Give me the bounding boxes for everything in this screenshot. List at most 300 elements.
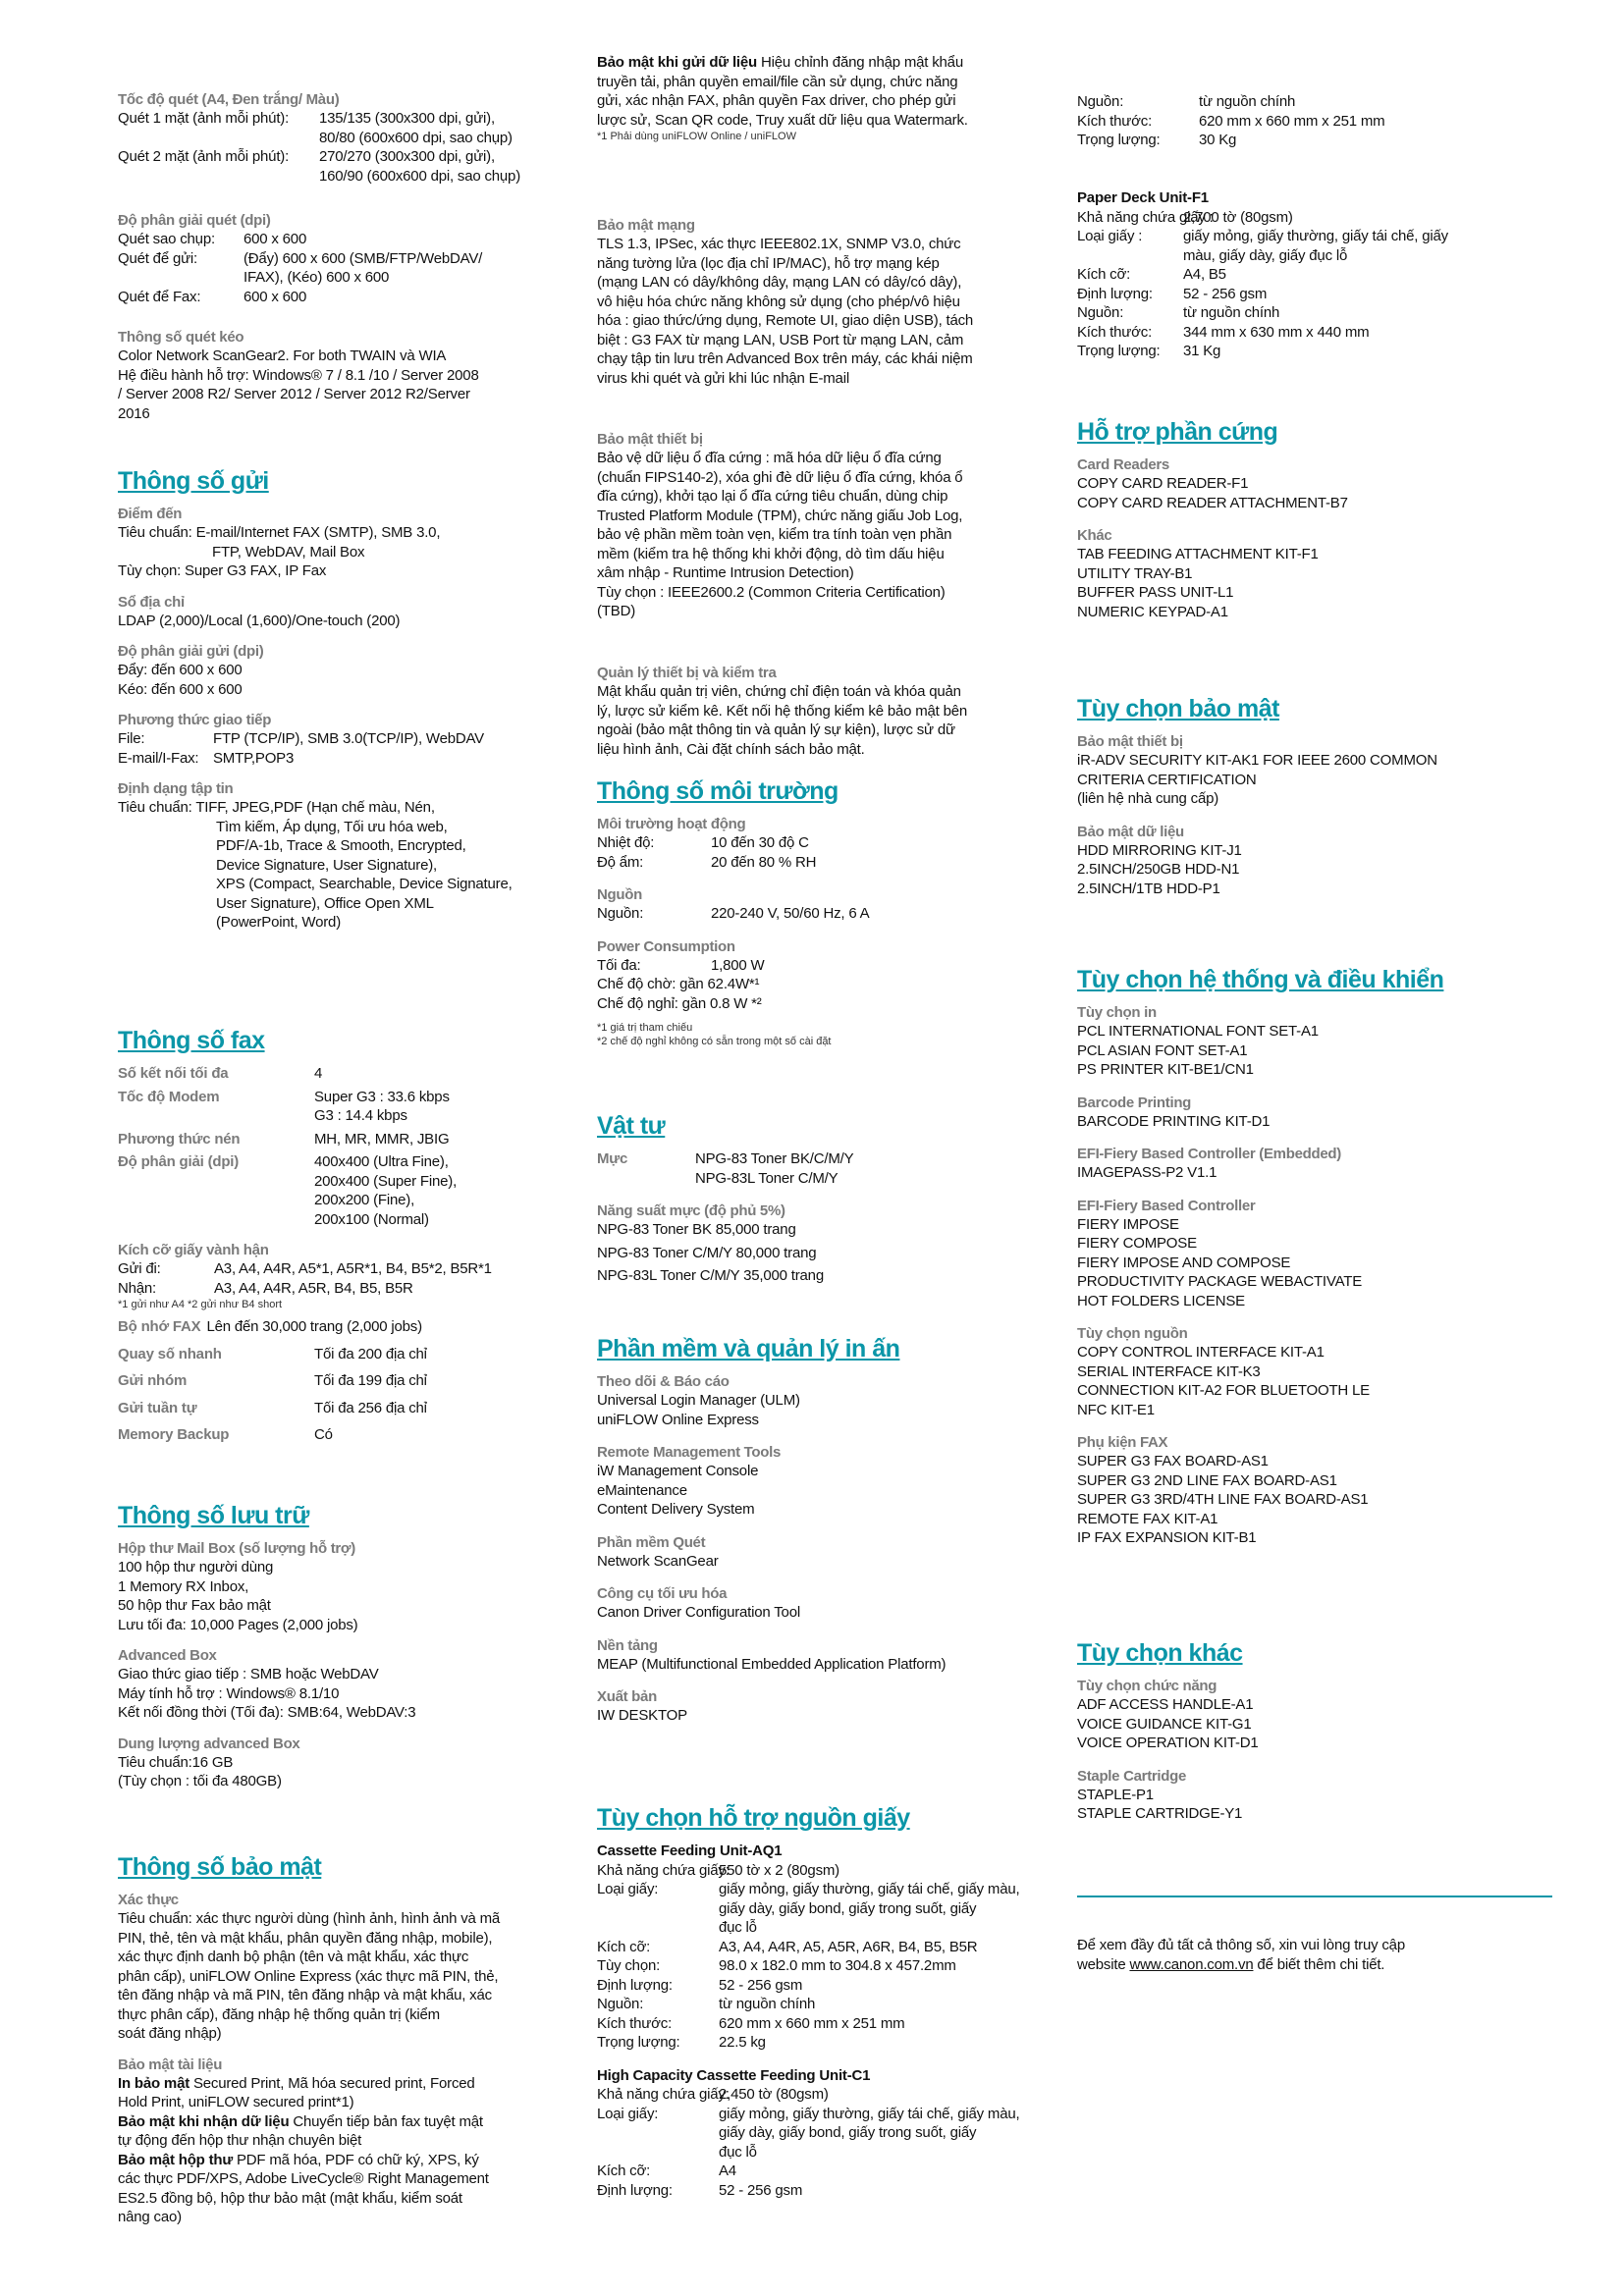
section-heading: Vật tư: [597, 1112, 666, 1140]
spec-value: từ nguồn chính: [719, 1996, 816, 2012]
text-line: Kéo: đến 600 x 600: [118, 680, 243, 698]
text-line: biệt : G3 FAX từ mạng LAN, USB Port từ mạng LAN, cảm: [597, 331, 964, 348]
text-line: STAPLE CARTRIDGE-Y1: [1077, 1805, 1243, 1822]
spec-value: 80/80 (600x600 dpi, sao chụp): [319, 129, 513, 146]
bold-label: Bảo mật khi nhận dữ liệu: [118, 2112, 290, 2130]
spec-label: [118, 1106, 314, 1126]
text-line: Kết nối đồng thời (Tối đa): SMB:64, WebDAV:3: [118, 1704, 416, 1721]
spec-label: Nguồn:: [1077, 93, 1124, 110]
text-line: TLS 1.3, IPSec, xác thực IEEE802.1X, SNMP V3.0, chức: [597, 236, 961, 252]
spec-value: Tối đa 199 địa chỉ: [314, 1372, 427, 1389]
spec-value: Có: [314, 1426, 333, 1443]
text-span: để biết thêm chi tiết.: [1253, 1955, 1385, 1973]
spec-row: [118, 1279, 569, 1299]
spec-row: [118, 1088, 569, 1107]
spec-value: giấy dày, giấy bond, giấy trong suốt, giấy: [719, 2124, 977, 2141]
spec-value: Tối đa 200 địa chỉ: [314, 1345, 427, 1362]
text-line: uniFLOW Online Express: [597, 1411, 759, 1428]
text-line: BUFFER PASS UNIT-L1: [1077, 584, 1234, 601]
spec-label: Kích cỡ:: [597, 1938, 651, 1955]
text-line: vô hiệu hóa chức năng không sử dụng (cho phép/vô hiệu: [597, 293, 960, 310]
spec-label: Bộ nhớ FAX: [118, 1318, 201, 1335]
subheading: Sổ địa chỉ: [118, 593, 185, 611]
spec-value: 600 x 600: [243, 231, 307, 247]
text-line: [118, 2093, 569, 2112]
spec-label: [118, 268, 243, 288]
spec-value: 600 x 600: [243, 288, 307, 305]
security-section: [118, 1853, 569, 2227]
text-line: NPG-83L Toner C/M/Y 35,000 trang: [597, 1267, 824, 1284]
text-line: (Tùy chọn : tối đa 480GB): [118, 1773, 282, 1789]
spec-label: Quét 1 mặt (ảnh mỗi phút):: [118, 110, 290, 127]
ink-row: [597, 1149, 1049, 1188]
subheading: Nguồn: [597, 886, 642, 903]
text-line: [118, 2074, 569, 2094]
text-span: Hold Print, uniFLOW secured print*1): [118, 2094, 354, 2110]
text-line: Chế độ nghỉ: gần 0.8 W *²: [597, 994, 762, 1012]
text-line: [597, 73, 1049, 92]
spec-value: 52 - 256 gsm: [719, 2181, 803, 2199]
subheading: Bảo mật thiết bị: [597, 431, 703, 448]
spec-label: Gửi tuần tự: [118, 1399, 197, 1416]
text-line: NUMERIC KEYPAD-A1: [1077, 603, 1228, 620]
section-heading: Tùy chọn bảo mật: [1077, 695, 1279, 722]
text-line: [597, 91, 1049, 111]
subheading: Paper Deck Unit-F1: [1077, 189, 1209, 206]
text-line: COPY CONTROL INTERFACE KIT-A1: [1077, 1344, 1325, 1361]
spec-value: A3, A4, A4R, A5*1, A5R*1, B4, B5*2, B5R*1: [214, 1260, 492, 1277]
text-line: 1 Memory RX Inbox,: [118, 1577, 249, 1595]
spec-row: [118, 729, 569, 749]
text-line: VOICE GUIDANCE KIT-G1: [1077, 1715, 1252, 1733]
text-line: SERIAL INTERFACE KIT-K3: [1077, 1362, 1261, 1380]
text-line: eMaintenance: [597, 1481, 687, 1499]
text-line: [118, 2189, 569, 2209]
text-line: IW DESKTOP: [597, 1707, 687, 1724]
spec-value: Lên đến 30,000 trang (2,000 jobs): [206, 1318, 422, 1335]
spec-row: [1077, 323, 1548, 343]
text-span: PDF mã hóa, PDF có chữ ký, XPS, ký: [233, 2151, 479, 2168]
spec-value: 270/270 (300x300 dpi, gửi),: [319, 148, 495, 165]
text-line: thực phân cấp), đăng nhập hệ thống quản trị (kiểm: [118, 2005, 440, 2023]
section-heading: Thông số bảo mật: [118, 1853, 322, 1881]
spec-label: Trọng lượng:: [1077, 132, 1161, 148]
spec-label: Quay số nhanh: [118, 1345, 222, 1362]
text-line: bảo vệ phần mềm toàn vẹn, kiểm tra tính toàn vẹn phần: [597, 526, 952, 543]
text-line: PDF/A-1b, Trace & Smooth, Encrypted,: [216, 837, 466, 854]
text-line: Canon Driver Configuration Tool: [597, 1604, 800, 1621]
spec-value: 550 tờ x 2 (80gsm): [719, 1861, 839, 1879]
spec-label: Mực: [597, 1150, 628, 1167]
website-link[interactable]: www.canon.com.vn: [1129, 1955, 1254, 1973]
section-heading: Hỗ trợ phần cứng: [1077, 418, 1278, 446]
spec-value: A3, A4, A4R, A5R, B4, B5, B5R: [214, 1279, 413, 1297]
spec-row: [597, 2181, 1049, 2201]
text-line: năng tường lửa (lọc địa chỉ IP/MAC), hỗ trợ mạng kép: [597, 254, 940, 272]
security-options-section: [1077, 695, 1548, 898]
footer-note: [1077, 1936, 1548, 1974]
spec-label: [118, 1191, 314, 1210]
footer-divider: [1077, 1896, 1552, 1897]
text-span: Secured Print, Mã hóa secured print, Forced: [189, 2074, 475, 2092]
subheading: Xác thực: [118, 1892, 179, 1908]
text-span: ES2.5 đồng bộ, hộp thư bảo mật (mật khẩu, kiểm soát: [118, 2189, 462, 2207]
text-line: Device Signature, User Signature),: [216, 856, 437, 874]
spec-row: [1077, 131, 1548, 150]
spec-row: [1077, 265, 1548, 285]
fax-section: [118, 1027, 569, 1445]
text-line: Tiêu chuẩn: xác thực người dùng (hình ảnh, hình ảnh và mã: [118, 1910, 501, 1927]
text-line: virus khi quét và gửi khi lúc nhận E-mail: [597, 369, 849, 387]
spec-value: 620 mm x 660 mm x 251 mm: [719, 2014, 905, 2032]
text-line: NPG-83 Toner C/M/Y 80,000 trang: [597, 1244, 817, 1261]
text-line: Tùy chọn : IEEE2600.2 (Common Criteria Certification): [597, 583, 946, 601]
spec-value: [695, 1149, 853, 1188]
text-line: HOT FOLDERS LICENSE: [1077, 1292, 1245, 1309]
text-line: MEAP (Multifunctional Embedded Application Platform): [597, 1655, 947, 1673]
spec-value: từ nguồn chính: [1183, 304, 1280, 321]
spec-row: [118, 1172, 569, 1192]
text-line: [597, 111, 1049, 131]
text-span: tự động đến hộp thư nhận chuyên biệt: [118, 2132, 362, 2149]
text-line: phân cấp), uniFLOW Online Express (xác thực mã PIN, thẻ,: [118, 1967, 499, 1985]
spec-value: A4, B5: [1183, 266, 1226, 283]
scan-speed-block: [118, 90, 569, 186]
text-line: Tiêu chuẩn: E-mail/Internet FAX (SMTP), SMB 3.0,: [118, 524, 441, 541]
subheading: Năng suất mực (độ phủ 5%): [597, 1202, 785, 1219]
subheading: Bảo mật tài liệu: [118, 2056, 223, 2073]
spec-row: [597, 1880, 1049, 1899]
text-line: SUPER G3 2ND LINE FAX BOARD-AS1: [1077, 1471, 1337, 1489]
spec-value: 160/90 (600x600 dpi, sao chụp): [319, 167, 520, 185]
subheading: EFI-Fiery Based Controller: [1077, 1197, 1256, 1214]
spec-label: Nguồn:: [1077, 304, 1124, 321]
text-line: [118, 2112, 569, 2132]
spec-row: [597, 1938, 1049, 1957]
spec-label: Định lượng:: [597, 2181, 673, 2199]
subheading: Độ phân giải quét (dpi): [118, 212, 271, 229]
text-line: XPS (Compact, Searchable, Device Signature,: [216, 876, 513, 892]
text-line: Mật khẩu quản trị viên, chứng chỉ điện toán và khóa quản: [597, 683, 961, 700]
spec-value: 200x100 (Normal): [314, 1210, 429, 1228]
section-heading: Thông số fax: [118, 1027, 265, 1054]
subheading: Tùy chọn nguồn: [1077, 1325, 1188, 1342]
spec-row: [597, 1956, 1049, 1976]
spec-value: 10 đến 30 độ C: [711, 834, 809, 851]
spec-row: [1077, 342, 1548, 361]
text-line: Tùy chọn: Super G3 FAX, IP Fax: [118, 562, 327, 579]
spec-label: Quét để gửi:: [118, 249, 198, 267]
spec-row: [1077, 285, 1548, 304]
bold-label: Bảo mật hộp thư: [118, 2151, 234, 2168]
spec-row: [597, 1918, 1049, 1938]
text-line: Content Delivery System: [597, 1501, 755, 1518]
spec-row: [118, 1371, 569, 1391]
text-line: [118, 2169, 569, 2189]
text-line: [118, 2131, 569, 2151]
spec-row: [597, 1861, 1049, 1881]
footnote: *1 Phải dùng uniFLOW Online / uniFLOW: [597, 131, 796, 142]
spec-label: Quét 2 mặt (ảnh mỗi phút):: [118, 148, 290, 165]
spec-row: [597, 2143, 1049, 2163]
spec-label: [1077, 246, 1183, 266]
subheading: Thông số quét kéo: [118, 329, 244, 346]
spec-value: G3 : 14.4 kbps: [314, 1107, 407, 1124]
spec-label: [597, 1899, 719, 1919]
spec-label: Loại giấy:: [597, 1881, 659, 1897]
spec-row: [118, 1106, 569, 1126]
spec-value: màu, giấy dày, giấy đục lỗ: [1183, 246, 1348, 264]
spec-row: [597, 2123, 1049, 2143]
spec-value: 98.0 x 182.0 mm to 304.8 x 457.2mm: [719, 1957, 956, 1974]
text-line: 2016: [118, 404, 150, 422]
text-line: hóa : giao thức/ứng dụng, Remote UI, giao diện USB), tách: [597, 312, 974, 329]
text-line: Đẩy: đến 600 x 600: [118, 662, 243, 678]
spec-value: A4: [719, 2163, 736, 2179]
spec-row: [597, 2105, 1049, 2124]
spec-value: giấy dày, giấy bond, giấy trong suốt, giấy: [719, 1899, 977, 1917]
text-span: các thực PDF/XPS, Adobe LiveCycle® Right Management: [118, 2170, 489, 2187]
text-line: liệu hình ảnh, Cài đặt chính sách bảo mật.: [597, 740, 865, 758]
text-line: VOICE OPERATION KIT-D1: [1077, 1735, 1259, 1751]
spec-label: [597, 1918, 719, 1938]
spec-label: Loại giấy :: [1077, 228, 1143, 244]
text-line: Tìm kiếm, Áp dụng, Tối ưu hóa web,: [216, 818, 448, 835]
spec-label: Định lượng:: [597, 1976, 673, 1994]
text-line: 100 hộp thư người dùng: [118, 1559, 274, 1575]
spec-row: [118, 147, 569, 167]
text-line: mềm (kiểm tra hệ thống khi khởi động, dò tìm dấu hiệu: [597, 545, 945, 562]
text-line: COPY CARD READER-F1: [1077, 475, 1249, 492]
storage-section: [118, 1502, 569, 1791]
spec-label: Khả năng chứa giấy:: [597, 2086, 730, 2103]
spec-row: [118, 1191, 569, 1210]
text-line: UTILITY TRAY-B1: [1077, 564, 1193, 582]
text-line: PCL INTERNATIONAL FONT SET-A1: [1077, 1023, 1319, 1040]
network-security-block: [597, 216, 1049, 388]
text-line: *2 chế độ nghỉ không có sẵn trong một số cài đặt: [597, 1036, 832, 1047]
spec-value: FTP (TCP/IP), SMB 3.0(TCP/IP), WebDAV: [213, 730, 484, 747]
section-heading: Phần mềm và quản lý in ấn: [597, 1335, 900, 1362]
text-span: Chuyển tiếp bản fax tuyệt mật: [289, 2112, 483, 2130]
spec-label: Tốc độ Modem: [118, 1088, 220, 1105]
spec-row: [118, 268, 569, 288]
paper-deck-block: [1077, 188, 1548, 361]
text-line: tên đăng nhập và mã PIN, tên đăng nhập và mật khẩu, xác: [118, 1987, 492, 2003]
spec-value: 200x200 (Fine),: [314, 1192, 415, 1208]
text-line: ngoài (bảo mật thông tin và quản lý sự kiện), lược sử dữ: [597, 721, 955, 738]
text-span: truyền tải, phân quyền email/file cần sử dụng, chức năng: [597, 73, 958, 90]
spec-value: 1,800 W: [711, 956, 765, 974]
spec-label: Kích cỡ:: [1077, 266, 1131, 283]
spec-row: [597, 956, 1049, 976]
spec-label: Quét sao chụp:: [118, 231, 215, 247]
subheading: Tốc độ quét (A4, Đen trắng/ Màu): [118, 91, 340, 108]
spec-row: [118, 1345, 569, 1364]
device-security-block: [597, 430, 1049, 621]
spec-value: 135/135 (300x300 dpi, gửi),: [319, 110, 495, 127]
spec-label: [597, 2143, 719, 2163]
spec-label: Kích thước:: [1077, 112, 1153, 130]
subheading: Quản lý thiết bị và kiểm tra: [597, 665, 777, 681]
spec-row: [1077, 112, 1548, 132]
spec-value: từ nguồn chính: [1199, 93, 1296, 110]
subheading: Barcode Printing: [1077, 1094, 1192, 1111]
text-line: FIERY IMPOSE: [1077, 1215, 1179, 1233]
subheading: Bảo mật thiết bị: [1077, 733, 1183, 750]
fax-memory-row: [118, 1317, 569, 1337]
text-line: User Signature), Office Open XML: [216, 894, 434, 912]
spec-value: (Đẩy) 600 x 600 (SMB/FTP/WebDAV/: [243, 249, 483, 267]
spec-value: A3, A4, A4R, A5, A5R, A6R, B4, B5, B5R: [719, 1938, 978, 1955]
spec-value: 400x400 (Ultra Fine),: [314, 1153, 449, 1170]
subheading: Độ phân giải gửi (dpi): [118, 643, 264, 660]
spec-label: E-mail/I-Fax:: [118, 749, 199, 767]
spec-value: MH, MR, MMR, JBIG: [314, 1130, 450, 1148]
section-heading: Thông số môi trường: [597, 777, 839, 805]
spec-label: Nhận:: [118, 1279, 157, 1297]
spec-value: 52 - 256 gsm: [719, 1976, 803, 1994]
scan-resolution-block: [118, 211, 569, 306]
spec-row: [118, 1130, 569, 1149]
spec-row: [118, 230, 569, 249]
text-line: Tiêu chuẩn: TIFF, JPEG,PDF (Hạn chế màu, Nén,: [118, 799, 435, 816]
spec-label: Tối đa:: [597, 956, 641, 974]
spec-row: [597, 2162, 1049, 2181]
text-line: [118, 2151, 569, 2170]
section-heading: Tùy chọn hệ thống và điều khiển: [1077, 966, 1444, 993]
spec-row: [118, 109, 569, 129]
text-line: *1 giá trị tham chiếu: [597, 1022, 693, 1034]
spec-value: 30 Kg: [1199, 132, 1237, 148]
text-line: lý, lược sử kiểm kê. Kết nối hệ thống kiểm kê bảo mật bên: [597, 702, 968, 720]
subheading: Khác: [1077, 527, 1112, 544]
spec-label: [118, 1172, 314, 1192]
spec-row: [118, 1152, 569, 1172]
text-line: Bảo vệ dữ liệu ổ đĩa cứng : mã hóa dữ liệu ổ đĩa cứng: [597, 450, 942, 466]
text-line: BARCODE PRINTING KIT-D1: [1077, 1112, 1271, 1130]
spec-value: Super G3 : 33.6 kbps: [314, 1088, 450, 1105]
text-line: CONNECTION KIT-A2 FOR BLUETOOTH LE: [1077, 1382, 1370, 1399]
spec-label: Loại giấy:: [597, 2105, 659, 2122]
text-line: Tiêu chuẩn:16 GB: [118, 1753, 234, 1771]
section-heading: Tùy chọn hỗ trợ nguồn giấy: [597, 1804, 910, 1832]
spec-value: 2,700 tờ (80gsm): [1183, 208, 1293, 226]
system-options-section: [1077, 966, 1548, 1548]
section-heading: Thông số lưu trữ: [118, 1502, 309, 1529]
spec-label: Trọng lượng:: [1077, 343, 1161, 359]
bold-label: In bảo mật: [118, 2074, 190, 2092]
subheading: Dung lượng advanced Box: [118, 1735, 300, 1752]
text-line: NPG-83 Toner BK 85,000 trang: [597, 1221, 796, 1238]
spec-row: [118, 129, 569, 148]
text-span: Hiệu chỉnh đăng nhập mật khẩu: [756, 54, 963, 71]
spec-value: 2,450 tờ (80gsm): [719, 2086, 829, 2103]
subheading: Tùy chọn in: [1077, 1004, 1157, 1021]
spec-row: [1077, 246, 1548, 266]
text-line: ADF ACCESS HANDLE-A1: [1077, 1696, 1254, 1713]
spec-row: [597, 853, 1049, 873]
subheading: Môi trường hoạt động: [597, 816, 746, 832]
subheading: Nền tảng: [597, 1636, 658, 1654]
subheading: Card Readers: [1077, 456, 1169, 473]
environment-section: [597, 777, 1049, 1048]
send-section: [118, 467, 569, 933]
text-line: đĩa cứng), khởi tạo lại ổ đĩa cứng tiêu chuẩn, dùng chip: [597, 488, 948, 505]
text-line: SUPER G3 3RD/4TH LINE FAX BOARD-AS1: [1077, 1491, 1369, 1508]
spec-value: 620 mm x 660 mm x 251 mm: [1199, 112, 1385, 130]
text-line: (chuẩn FIPS140-2), xóa ghi đè dữ liệu ổ đĩa cứng, khóa ổ: [597, 468, 963, 486]
spec-value: giấy mỏng, giấy thường, giấy tái chế, giấy màu,: [719, 1881, 1020, 1897]
spec-value: 344 mm x 630 mm x 440 mm: [1183, 323, 1370, 341]
spec-label: [597, 2123, 719, 2143]
spec-value: Tối đa 256 địa chỉ: [314, 1399, 427, 1416]
spec-row: [597, 2014, 1049, 2034]
text-line: SUPER G3 FAX BOARD-AS1: [1077, 1453, 1269, 1469]
text-line: (mạng LAN có dây/không dây, mạng LAN có dây/có dây),: [597, 274, 962, 291]
subheading: Cassette Feeding Unit-AQ1: [597, 1842, 783, 1859]
text-line: Trusted Platform Module (TPM), chức năng giấu Job Log,: [597, 507, 963, 524]
text-line: [597, 53, 1049, 73]
spec-label: Nhiệt độ:: [597, 834, 655, 851]
text-line: Hệ điều hành hỗ trợ: Windows® 7 / 8.1 /10 / Server 2008: [118, 366, 479, 384]
text-line: Universal Login Manager (ULM): [597, 1392, 800, 1409]
text-line: IP FAX EXPANSION KIT-B1: [1077, 1529, 1257, 1546]
text-line: STAPLE-P1: [1077, 1786, 1154, 1803]
other-options-section: [1077, 1639, 1548, 1824]
subheading: Staple Cartridge: [1077, 1767, 1187, 1785]
text-line: Network ScanGear: [597, 1552, 719, 1570]
spec-row: [597, 2085, 1049, 2105]
text-line: PS PRINTER KIT-BE1/CN1: [1077, 1061, 1254, 1078]
spec-row: [597, 833, 1049, 853]
spec-row: [118, 1425, 569, 1445]
spec-row: [118, 1399, 569, 1418]
spec-label: Gửi đi:: [118, 1260, 161, 1277]
spec-label: Khả năng chứa giấy:: [597, 1861, 730, 1879]
text-line: IMAGEPASS-P2 V1.1: [1077, 1164, 1217, 1181]
text-span: website: [1077, 1955, 1130, 1973]
spec-row: [597, 1899, 1049, 1919]
spec-value: SMTP,POP3: [213, 749, 295, 767]
text-span: nâng cao): [118, 2209, 182, 2225]
spec-value: 22.5 kg: [719, 2034, 766, 2051]
paper-options-section: [597, 1804, 1049, 2200]
subheading: Theo dõi & Báo cáo: [597, 1373, 730, 1390]
text-line: NPG-83 Toner BK/C/M/Y: [695, 1150, 854, 1167]
footer-line: [1077, 1955, 1548, 1975]
subheading: Tùy chọn chức năng: [1077, 1678, 1217, 1694]
send-security-block: [597, 53, 1049, 143]
text-line: Chế độ chờ: gần 62.4W*¹: [597, 976, 760, 992]
subheading: Bảo mật dữ liệu: [1077, 823, 1184, 840]
spec-row: [1077, 303, 1548, 323]
text-line: / Server 2008 R2/ Server 2012 / Server 2012 R2/Server: [118, 386, 470, 402]
text-line: iR-ADV SECURITY KIT-AK1 FOR IEEE 2600 COMMON: [1077, 752, 1437, 769]
text-line: 2.5INCH/250GB HDD-N1: [1077, 861, 1240, 878]
text-line: PIN, thẻ, tên và mật khẩu, phân quyền đăng nhập, mobile),: [118, 1929, 493, 1947]
spec-label: Nguồn:: [597, 1996, 644, 2012]
supplies-section: [597, 1112, 1049, 1286]
section-heading: Thông số gửi: [118, 467, 269, 495]
subheading: Phụ kiện FAX: [1077, 1434, 1168, 1451]
spec-label: Memory Backup: [118, 1426, 230, 1443]
subheading: Hộp thư Mail Box (số lượng hỗ trợ): [118, 1540, 355, 1557]
spec-row: [118, 167, 569, 187]
spec-label: [118, 1210, 314, 1230]
spec-row: [597, 904, 1049, 924]
spec-row: [597, 1995, 1049, 2014]
